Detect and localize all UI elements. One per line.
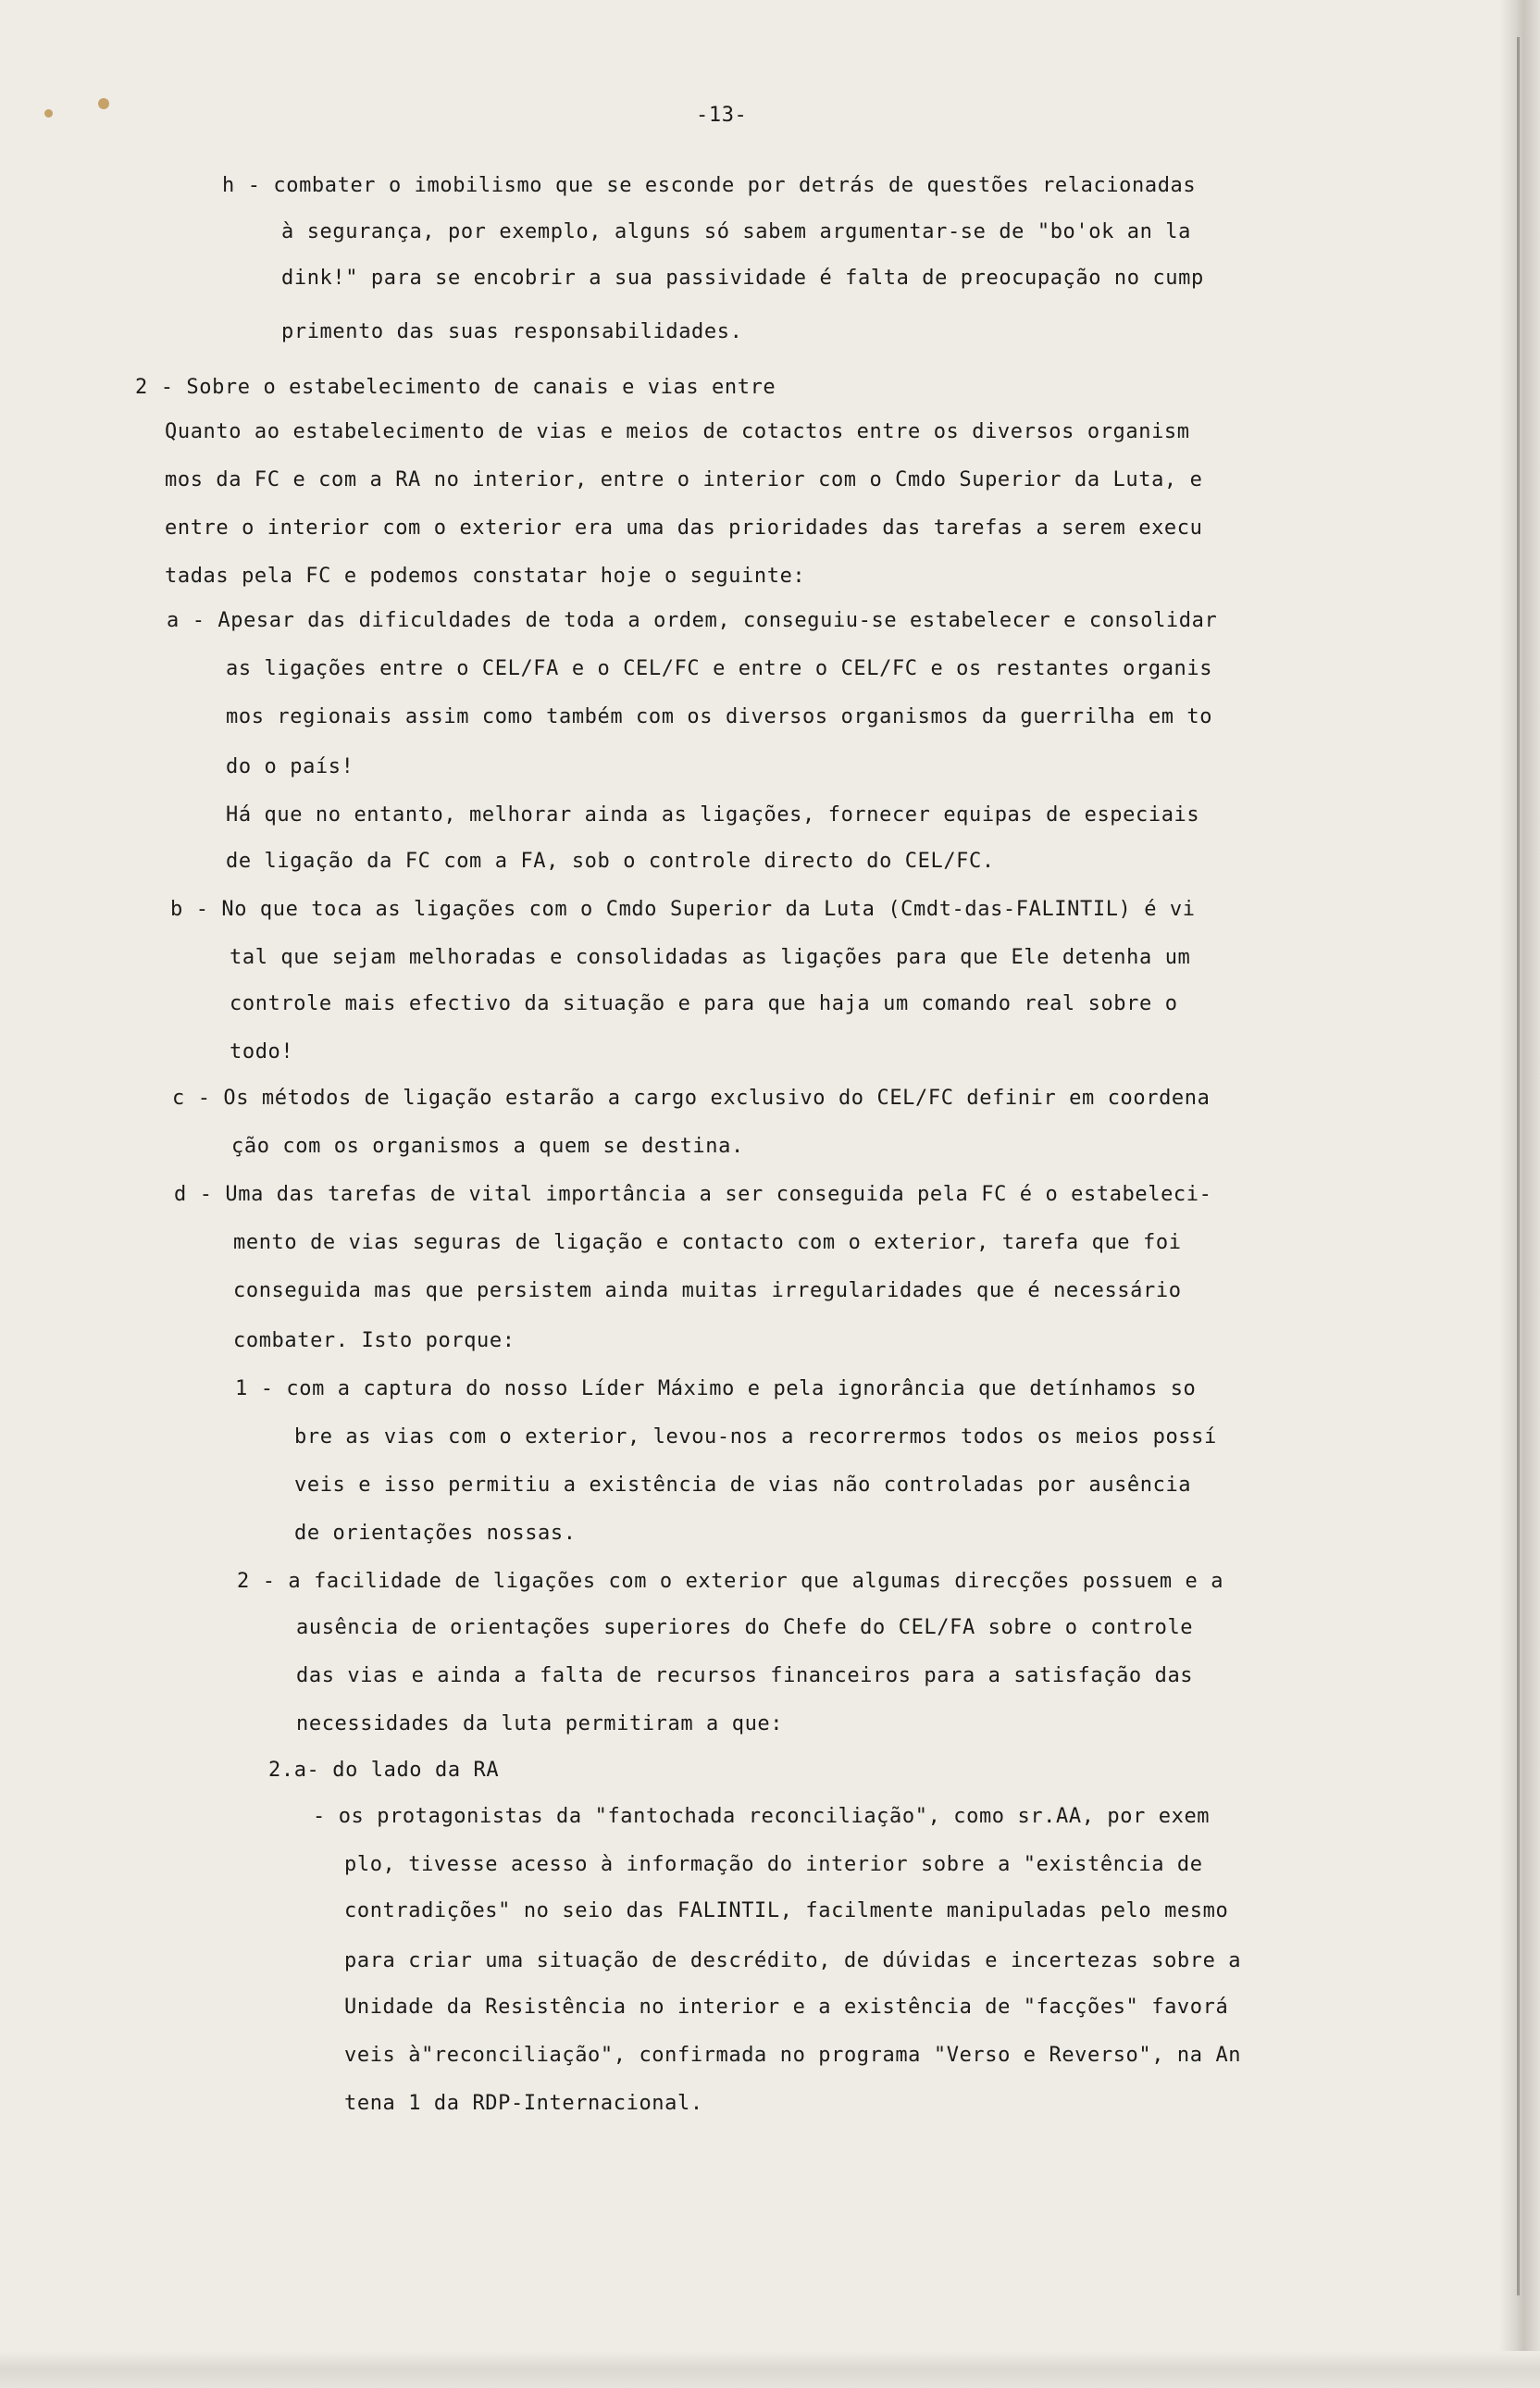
page-fold-line <box>1517 37 1520 2295</box>
text-line: - os protagonistas da "fantochada reconciliação", como sr.AA, por exem <box>313 1805 1211 1828</box>
text-line: veis à"reconciliação", confirmada no programa "Verso e Reverso", na An <box>344 2044 1242 2067</box>
text-line: Quanto ao estabelecimento de vias e meios de cotactos entre os diversos organism <box>165 420 1190 443</box>
text-line: 1 - com a captura do nosso Líder Máximo e pela ignorância que detínhamos so <box>235 1377 1197 1400</box>
text-line: c - Os métodos de ligação estarão a cargo exclusivo do CEL/FC definir em coordena <box>172 1087 1211 1110</box>
text-line: ausência de orientações superiores do Chefe do CEL/FA sobre o controle <box>296 1616 1194 1639</box>
text-line: bre as vias com o exterior, levou-nos a recorrermos todos os meios possí <box>294 1425 1217 1449</box>
text-line: combater. Isto porque: <box>233 1329 515 1352</box>
text-line: à segurança, por exemplo, alguns só sabem argumentar-se de "bo'ok an la <box>281 220 1192 243</box>
text-line: para criar uma situação de descrédito, de dúvidas e incertezas sobre a <box>344 1949 1242 1972</box>
text-line: d - Uma das tarefas de vital importância a ser conseguida pela FC é o estabeleci- <box>174 1183 1212 1206</box>
text-line: controle mais efectivo da situação e para que haja um comando real sobre o <box>230 992 1178 1015</box>
text-line: tadas pela FC e podemos constatar hoje o seguinte: <box>165 565 806 588</box>
text-line: veis e isso permitiu a existência de vias não controladas por ausência <box>294 1474 1192 1497</box>
text-line: tena 1 da RDP-Internacional. <box>344 2092 703 2115</box>
text-line: h - combater o imobilismo que se esconde por detrás de questões relacionadas <box>222 174 1197 197</box>
page-edge-bottom <box>0 2351 1540 2388</box>
text-line: 2.a- do lado da RA <box>268 1759 500 1782</box>
text-line: mento de vias seguras de ligação e contacto com o exterior, tarefa que foi <box>233 1231 1182 1254</box>
text-line: ção com os organismos a quem se destina. <box>231 1135 744 1158</box>
text-line: tal que sejam melhoradas e consolidadas as ligações para que Ele detenha um <box>230 946 1191 969</box>
text-line: dink!" para se encobrir a sua passividade é falta de preocupação no cump <box>281 267 1204 290</box>
stain-mark <box>98 98 109 109</box>
text-line: de orientações nossas. <box>294 1522 577 1545</box>
text-line: mos regionais assim como também com os diversos organismos da guerrilha em to <box>226 705 1213 728</box>
text-line: Unidade da Resistência no interior e a existência de "facções" favorá <box>344 1996 1229 2019</box>
text-line: todo! <box>230 1040 294 1063</box>
text-line: do o país! <box>226 755 354 778</box>
section-heading: 2 - Sobre o estabelecimento de canais e vias entre <box>135 376 776 399</box>
text-line: mos da FC e com a RA no interior, entre o interior com o Cmdo Superior da Luta, e <box>165 468 1203 491</box>
text-line: as ligações entre o CEL/FA e o CEL/FC e entre o CEL/FC e os restantes organis <box>226 657 1213 680</box>
text-line: entre o interior com o exterior era uma das prioridades das tarefas a serem execu <box>165 516 1203 540</box>
text-line: necessidades da luta permitiram a que: <box>296 1712 784 1735</box>
text-line: 2 - a facilidade de ligações com o exterior que algumas direcções possuem e a <box>237 1570 1224 1593</box>
text-line: primento das suas responsabilidades. <box>281 320 743 343</box>
text-line: b - No que toca as ligações com o Cmdo Superior da Luta (Cmdt-das-FALINTIL) é vi <box>170 898 1196 921</box>
text-line: das vias e ainda a falta de recursos financeiros para a satisfação das <box>296 1664 1194 1687</box>
page-edge-right <box>1499 0 1540 2388</box>
text-line: conseguida mas que persistem ainda muitas irregularidades que é necessário <box>233 1279 1182 1302</box>
text-line: plo, tivesse acesso à informação do interior sobre a "existência de <box>344 1853 1203 1876</box>
stain-mark <box>44 109 53 118</box>
text-line: a - Apesar das dificuldades de toda a ordem, conseguiu-se estabelecer e consolidar <box>167 609 1218 632</box>
page-number: -13- <box>696 104 748 127</box>
text-line: de ligação da FC com a FA, sob o controle directo do CEL/FC. <box>226 850 995 873</box>
text-line: contradições" no seio das FALINTIL, facilmente manipuladas pelo mesmo <box>344 1899 1229 1922</box>
text-line: Há que no entanto, melhorar ainda as ligações, fornecer equipas de especiais <box>226 803 1200 827</box>
